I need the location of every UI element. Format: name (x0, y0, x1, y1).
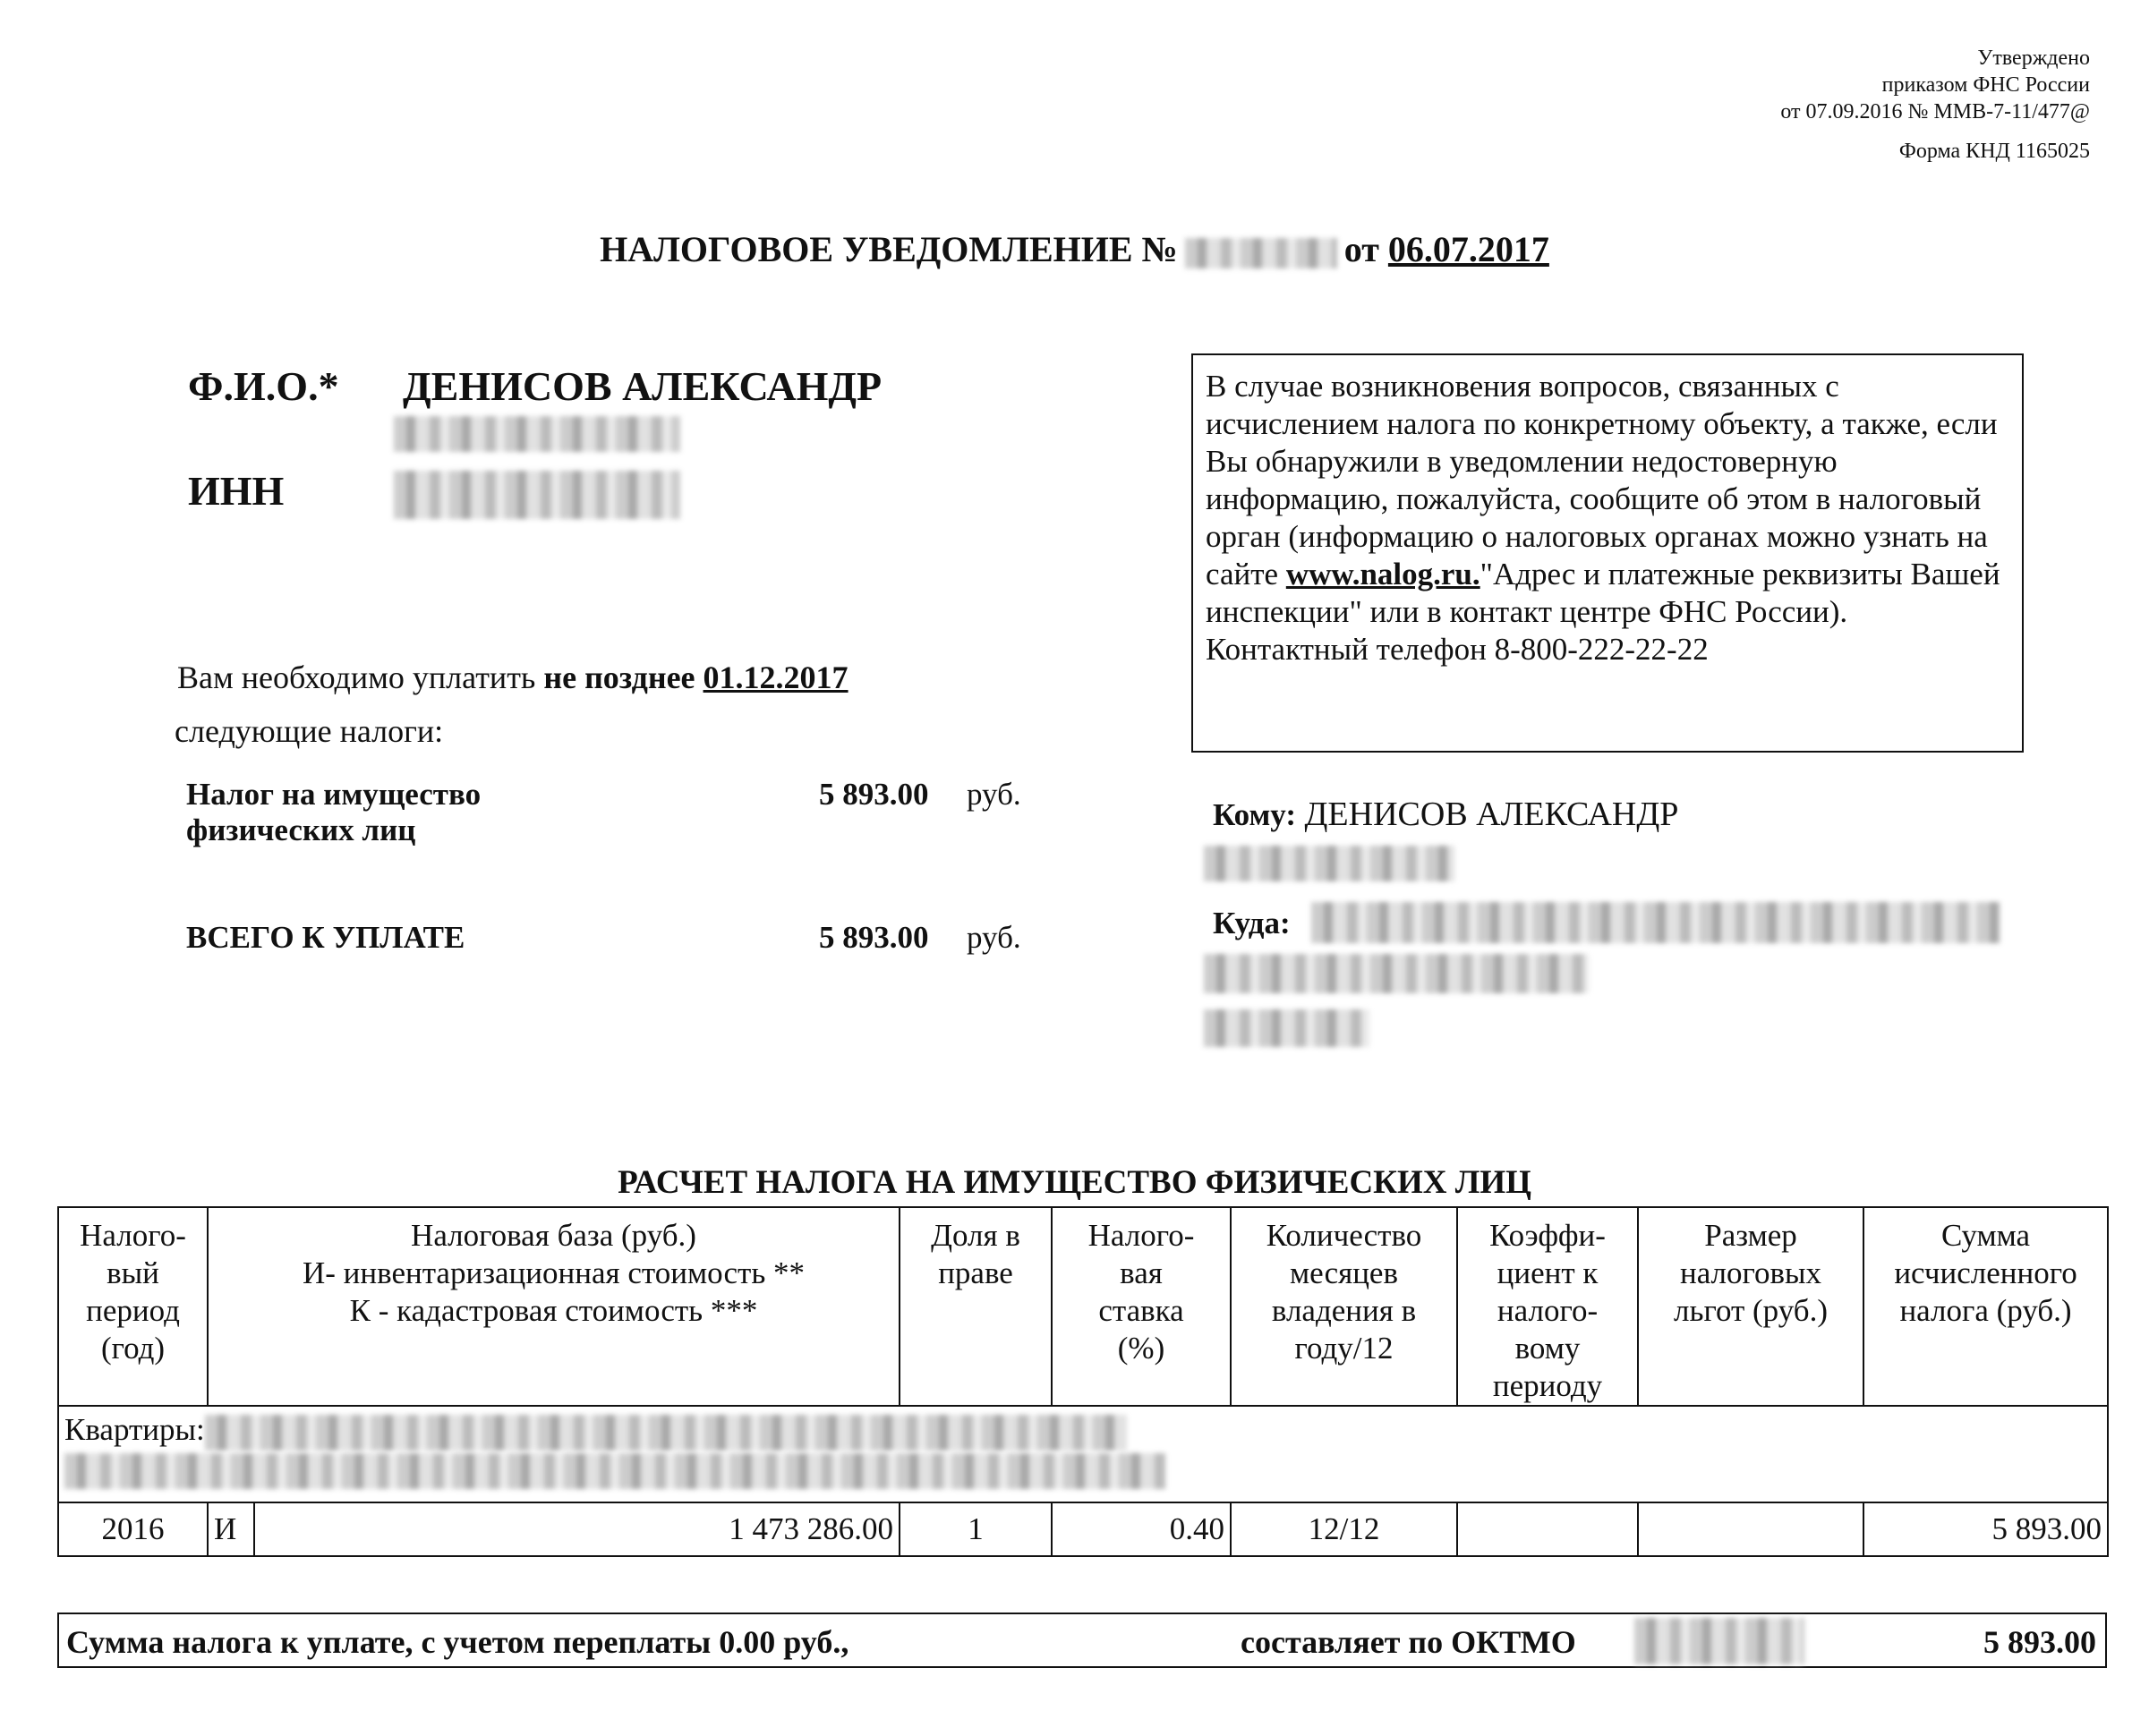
cell-base-type: И (208, 1502, 254, 1556)
header-base: Налоговая база (руб.) И- инвентаризационная стоимость ** К - кадастровая стоимость *** (208, 1207, 900, 1406)
summary-label: Сумма налога к уплате, с учетом переплаты 0.00 руб., (66, 1624, 849, 1660)
payment-instruction-line2: следующие налоги: (175, 713, 444, 749)
calculation-table (57, 1206, 2109, 1557)
header-months: Количество месяцев владения в году/12 (1231, 1207, 1457, 1406)
summary-total: 5 893.00 (1983, 1624, 2096, 1660)
cell-share: 1 (900, 1502, 1052, 1556)
payment-prefix: Вам необходимо уплатить (177, 660, 544, 695)
header-coefficient: Коэффи- циент к налого- вому периоду (1457, 1207, 1638, 1406)
info-text: В случае возникновения вопросов, связанных с исчислением налога по конкретному объекту, а также, если Вы обнаружили в уведомлении недостоверную информацию, пожалуйста, сообщите об этом в налоговый орган (информацию о налоговых органах можно узнать на сайте (1206, 369, 1998, 591)
header-sum: Сумма исчисленного налога (руб.) (1863, 1207, 2108, 1406)
recipient-to (1213, 795, 1678, 834)
cell-base-value: 1 473 286.00 (254, 1502, 900, 1556)
total-currency: руб. (967, 920, 1021, 955)
cell-sum: 5 893.00 (1863, 1502, 2108, 1556)
cell-benefit (1638, 1502, 1863, 1556)
nalog-site-link[interactable]: www.nalog.ru. (1285, 557, 1480, 591)
tax-name-line: физических лиц (186, 813, 416, 847)
info-box (1191, 353, 2024, 753)
to-label: Кому: (1213, 797, 1297, 832)
redacted-object-address (205, 1415, 1127, 1451)
deadline-date: 01.12.2017 (703, 660, 849, 695)
inn-label: ИНН (188, 468, 285, 514)
approval-line: приказом ФНС России (1881, 73, 2090, 97)
redacted-notice-number (1185, 238, 1337, 268)
form-code: Форма КНД 1165025 (1898, 140, 2090, 163)
fio-label: Ф.И.О.* (188, 363, 339, 409)
tax-name (186, 777, 652, 848)
object-label: Квартиры: (64, 1412, 205, 1447)
to-value: ДЕНИСОВ АЛЕКСАНДР (1296, 796, 1679, 833)
header-period: Налого- вый период (год) (58, 1207, 208, 1406)
fio-value: ДЕНИСОВ АЛЕКСАНДР (403, 363, 883, 409)
redacted-address (1204, 1009, 1369, 1047)
object-cell (58, 1406, 2108, 1502)
redacted-address (1311, 902, 2000, 943)
deadline-label: не позднее (543, 660, 704, 695)
header-share: Доля в праве (900, 1207, 1052, 1406)
redacted-oktmo (1634, 1618, 1804, 1664)
notice-date: 06.07.2017 (1387, 229, 1549, 269)
redacted-address (1204, 954, 1589, 993)
page-title (0, 228, 2149, 270)
header-benefit: Размер налоговых льгот (руб.) (1638, 1207, 1863, 1406)
redacted-patronymic (394, 416, 680, 452)
cell-months: 12/12 (1231, 1502, 1457, 1556)
redacted-inn (394, 471, 680, 519)
cell-coefficient (1457, 1502, 1638, 1556)
summary-oktmo-label: составляет по ОКТМО (1241, 1624, 1576, 1660)
redacted-object-address (64, 1453, 1165, 1489)
total-label: ВСЕГО К УПЛАТЕ (186, 920, 465, 955)
table-row (58, 1502, 2108, 1556)
cell-year: 2016 (58, 1502, 208, 1556)
object-row (58, 1406, 2108, 1502)
contact-phone: Контактный телефон 8-800-222-22-22 (1206, 632, 1709, 667)
redacted-recipient-name (1204, 846, 1454, 881)
approval-line: Утверждено (1977, 47, 2090, 70)
table-header-row (58, 1207, 2108, 1406)
title-text: НАЛОГОВОЕ УВЕДОМЛЕНИЕ № (600, 229, 1178, 269)
summary-row (57, 1613, 2107, 1668)
total-amount: 5 893.00 (819, 920, 929, 955)
tax-currency: руб. (967, 777, 1021, 812)
cell-rate: 0.40 (1052, 1502, 1231, 1556)
info-text-2: "Адрес и платежные реквизиты Вашей инспекции" или в контакт центре ФНС России). (1206, 557, 2000, 629)
approval-line: от 07.09.2016 № ММВ-7-11/477@ (1780, 100, 2090, 123)
title-from: от (1343, 229, 1379, 269)
tax-name-line: Налог на имущество (186, 777, 482, 812)
tax-amount: 5 893.00 (819, 777, 929, 812)
calculation-title: РАСЧЕТ НАЛОГА НА ИМУЩЕСТВО ФИЗИЧЕСКИХ ЛИЦ (618, 1164, 1531, 1201)
approval-block (1780, 45, 2090, 125)
payment-instruction (177, 659, 849, 696)
header-rate: Налого- вая ставка (%) (1052, 1207, 1231, 1406)
where-label: Куда: (1213, 906, 1291, 940)
